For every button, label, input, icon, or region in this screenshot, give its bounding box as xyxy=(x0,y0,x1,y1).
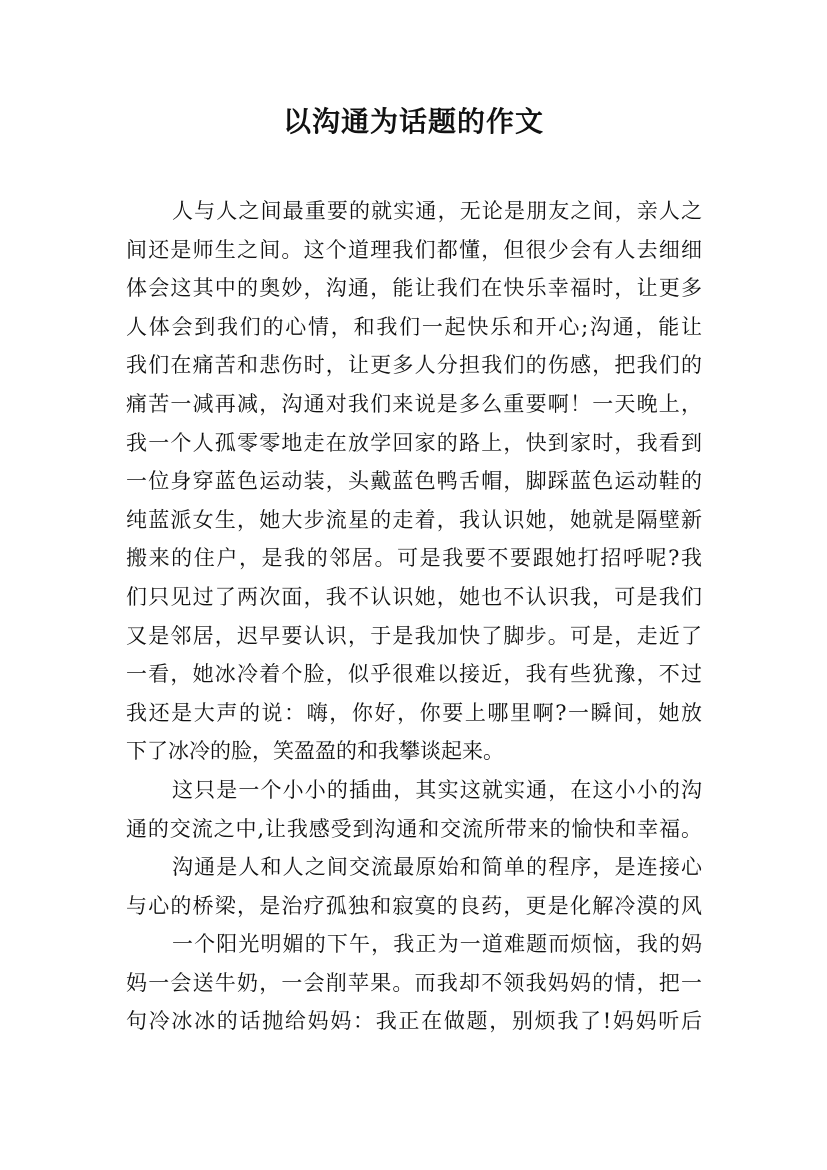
text-line: 纯蓝派女生，她大步流星的走着，我认识她，她就是隔壁新 xyxy=(126,507,702,532)
document-title: 以沟通为话题的作文 xyxy=(282,105,544,138)
text-line: 我们在痛苦和悲伤时，让更多人分担我们的伤感，把我们的 xyxy=(126,353,702,378)
text-line: 一位身穿蓝色运动装，头戴蓝色鸭舌帽，脚踩蓝色运动鞋的 xyxy=(126,469,702,494)
text-line: 搬来的住户，是我的邻居。可是我要不要跟她打招呼呢?我 xyxy=(126,546,702,571)
text-line: 一看，她冰冷着个脸，似乎很难以接近，我有些犹豫，不过 xyxy=(126,662,702,687)
document-body xyxy=(126,192,702,1041)
text-line: 一个阳光明媚的下午，我正为一道难题而烦恼，我的妈 xyxy=(172,932,702,957)
text-line: 人与人之间最重要的就实通，无论是朋友之间，亲人之 xyxy=(172,199,702,223)
text-line: 与心的桥梁，是治疗孤独和寂寞的良药，更是化解冷漠的风 xyxy=(126,893,702,918)
text-line: 我一个人孤零零地走在放学回家的路上，快到家时，我看到 xyxy=(126,430,702,455)
text-line: 通的交流之中,让我感受到沟通和交流所带来的愉快和幸福。 xyxy=(126,816,702,841)
text-line: 痛苦一减再减，沟通对我们来说是多么重要啊！一天晚上， xyxy=(126,391,702,416)
text-line: 我还是大声的说：嗨，你好，你要上哪里啊?一瞬间，她放 xyxy=(126,700,702,725)
text-line: 妈一会送牛奶，一会削苹果。而我却不领我妈妈的情，把一 xyxy=(126,970,702,995)
text-line: 人体会到我们的心情，和我们一起快乐和开心;沟通，能让 xyxy=(126,314,702,339)
text-line: 间还是师生之间。这个道理我们都懂，但很少会有人去细细 xyxy=(126,237,702,262)
text-line: 们只见过了两次面，我不认识她，她也不认识我，可是我们 xyxy=(126,584,702,609)
text-line: 这只是一个小小的插曲，其实这就实通，在这小小的沟 xyxy=(172,777,702,802)
text-line: 沟通是人和人之间交流最原始和简单的程序，是连接心 xyxy=(172,855,702,880)
text-line: 句冷冰冰的话抛给妈妈：我正在做题，别烦我了!妈妈听后 xyxy=(126,1009,702,1034)
text-line: 又是邻居，迟早要认识，于是我加快了脚步。可是，走近了 xyxy=(126,623,702,648)
text-line: 体会这其中的奥妙，沟通，能让我们在快乐幸福时，让更多 xyxy=(126,276,702,301)
text-line: 下了冰冷的脸，笑盈盈的和我攀谈起来。 xyxy=(126,739,504,764)
